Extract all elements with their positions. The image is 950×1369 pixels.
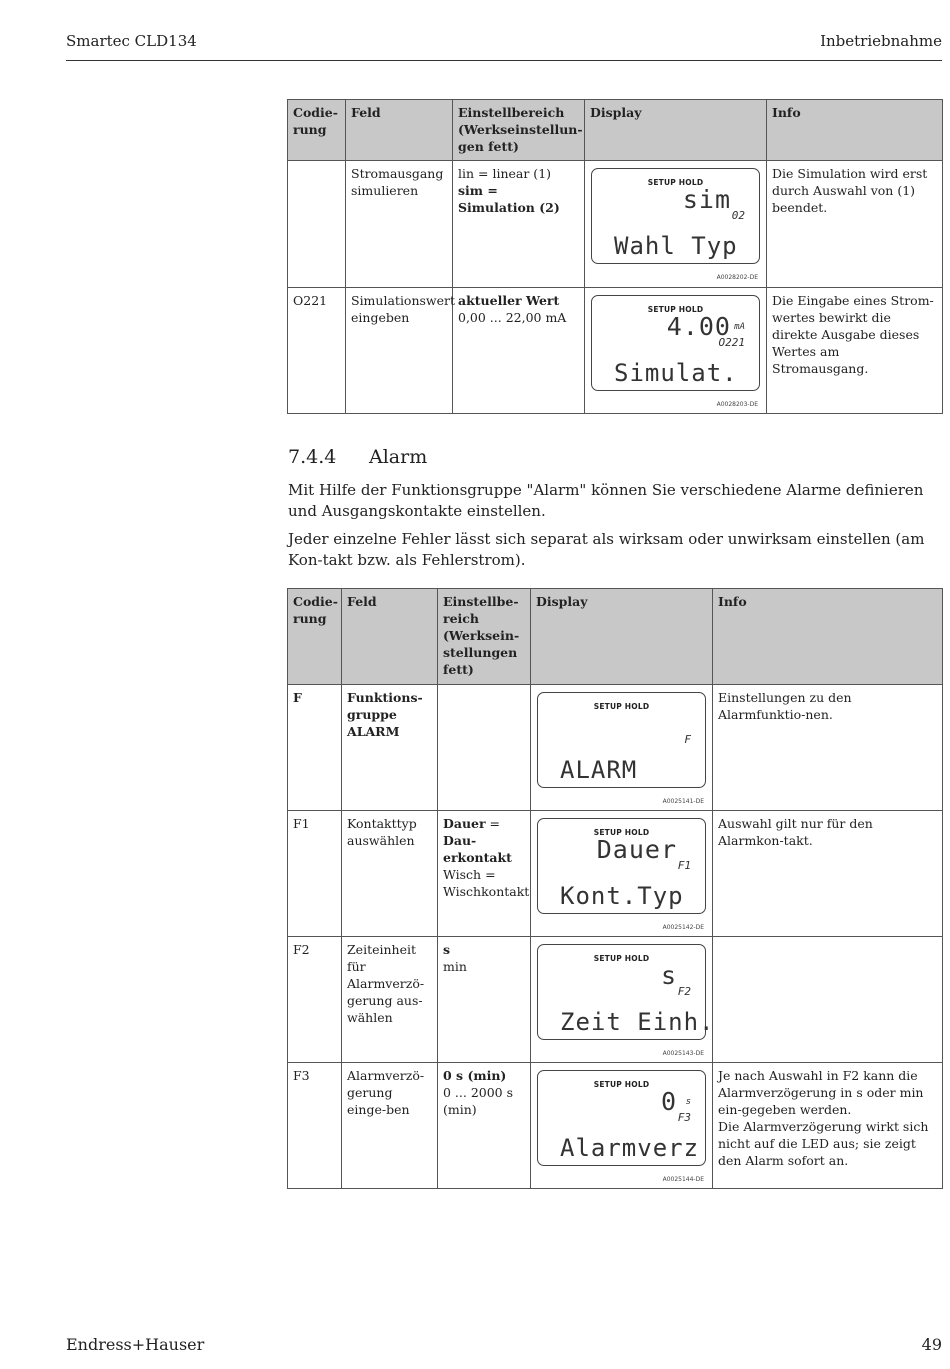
lcd-label: Alarmverz (560, 1134, 700, 1162)
cell-info: Je nach Auswahl in F2 kann die Alarmverzögerung in s oder min ein-gegeben werden. Die Alarmverzögerung wirkt sich nicht auf die LED aus; sie zeigt den Alarm sofort an. (713, 1063, 943, 1189)
table-header-row (288, 589, 943, 685)
figure-id: A0025143-DE (662, 1050, 704, 1057)
lcd-code: F2 (677, 985, 691, 998)
table-row (288, 1063, 943, 1189)
lcd-setup-hold: SETUP HOLD (593, 1080, 650, 1089)
lcd-label: ALARM (560, 756, 638, 784)
cell-range: lin = linear (1) sim = Simulation (2) (453, 161, 585, 288)
lcd-setup-hold: SETUP HOLD (593, 828, 650, 837)
lcd-display (591, 295, 760, 391)
lcd-code: O221 (718, 336, 745, 349)
lcd-display (591, 168, 760, 264)
cell-field: Zeiteinheit für Alarmverzö-gerung aus-wählen (342, 937, 438, 1063)
lcd-label: Zeit Einh. (560, 1008, 715, 1036)
table-header-row (288, 100, 943, 161)
col-header-range: Einstellbereich (Werkseinstellun-gen fett) (453, 100, 585, 161)
paragraph-intro: Mit Hilfe der Funktionsgruppe "Alarm" können Sie verschiedene Alarme definieren und Ausgangskontakte einstellen. (288, 481, 924, 520)
figure-id: A0028202-DE (716, 274, 758, 281)
section-heading (288, 446, 427, 468)
header-product: Smartec CLD134 (66, 32, 197, 50)
cell-info (713, 937, 943, 1063)
page-header (66, 32, 942, 61)
lcd-display (537, 1070, 706, 1166)
lcd-code: F (684, 733, 691, 746)
figure-id: A0025142-DE (662, 924, 704, 931)
cell-display (585, 161, 767, 288)
section-number: 7.4.4 (288, 446, 337, 468)
figure-id: A0028203-DE (716, 401, 758, 408)
lcd-label: Wahl Typ (614, 232, 738, 260)
header-chapter: Inbetriebnahme (820, 32, 942, 50)
lcd-code: 02 (731, 209, 745, 222)
cell-code (288, 161, 346, 288)
cell-field: Funktions-gruppe ALARM (342, 685, 438, 811)
cell-range: aktueller Wert 0,00 ... 22,00 mA (453, 288, 585, 414)
table-row (288, 288, 943, 414)
col-header-info: Info (713, 589, 943, 685)
lcd-value: sim (682, 185, 731, 214)
lcd-value: s (660, 961, 677, 990)
lcd-setup-hold: SETUP HOLD (593, 702, 650, 711)
table-row (288, 685, 943, 811)
cell-field: Stromausgang simulieren (346, 161, 453, 288)
section-title: Alarm (369, 446, 428, 468)
cell-display (585, 288, 767, 414)
cell-code: F2 (288, 937, 342, 1063)
lcd-code: F1 (677, 859, 691, 872)
lcd-display (537, 818, 706, 914)
cell-field: Alarmverzö-gerung einge-ben (342, 1063, 438, 1189)
lcd-value: 4.00 (666, 312, 731, 341)
lcd-setup-hold: SETUP HOLD (647, 178, 704, 187)
cell-info: Auswahl gilt nur für den Alarmkon-takt. (713, 811, 943, 937)
lcd-label: Kont.Typ (560, 882, 684, 910)
col-header-display: Display (531, 589, 713, 685)
footer-brand: Endress+Hauser (66, 1335, 205, 1354)
col-header-range: Einstellbe-reich (Werksein-stellungen fett) (438, 589, 531, 685)
alarm-table (287, 588, 943, 1189)
cell-code: F1 (288, 811, 342, 937)
lcd-value: 0 (660, 1087, 677, 1116)
cell-code: F3 (288, 1063, 342, 1189)
cell-info: Die Eingabe eines Strom-wertes bewirkt die direkte Ausgabe dieses Wertes am Stromausgang. (767, 288, 943, 414)
cell-info: Die Simulation wird erst durch Auswahl von (1) beendet. (767, 161, 943, 288)
cell-info: Einstellungen zu den Alarmfunktio-nen. (713, 685, 943, 811)
lcd-label: Simulat. (614, 359, 738, 387)
paragraph-errors: Jeder einzelne Fehler lässt sich separat als wirksam oder unwirksam einstellen (am Kon-takt bzw. als Fehlerstrom). (288, 530, 925, 569)
cell-display (531, 937, 713, 1063)
cell-code: F (288, 685, 342, 811)
col-header-code: Codie-rung (288, 589, 342, 685)
cell-range: 0 s (min) 0 ... 2000 s (min) (438, 1063, 531, 1189)
table-row (288, 811, 943, 937)
simulation-table (287, 99, 943, 414)
col-header-info: Info (767, 100, 943, 161)
cell-display (531, 811, 713, 937)
col-header-display: Display (585, 100, 767, 161)
lcd-unit: mA (734, 322, 745, 332)
cell-range (438, 685, 531, 811)
figure-id: A0025141-DE (662, 798, 704, 805)
table-row (288, 161, 943, 288)
figure-id: A0025144-DE (662, 1176, 704, 1183)
page-number: 49 (921, 1335, 942, 1354)
lcd-value: Dauer (596, 835, 677, 864)
col-header-code: Codie-rung (288, 100, 346, 161)
cell-range: s min (438, 937, 531, 1063)
cell-display (531, 1063, 713, 1189)
lcd-display (537, 692, 706, 788)
col-header-field: Feld (342, 589, 438, 685)
lcd-unit: s (685, 1097, 691, 1107)
cell-field: Simulationswert eingeben (346, 288, 453, 414)
cell-display (531, 685, 713, 811)
lcd-setup-hold: SETUP HOLD (647, 305, 704, 314)
cell-field: Kontakttyp auswählen (342, 811, 438, 937)
table-row (288, 937, 943, 1063)
lcd-display (537, 944, 715, 1040)
cell-code: O221 (288, 288, 346, 414)
lcd-setup-hold: SETUP HOLD (593, 954, 650, 963)
col-header-field: Feld (346, 100, 453, 161)
lcd-code: F3 (677, 1111, 691, 1124)
cell-range: Dauer = Dau-erkontakt Wisch = Wischkontakt (438, 811, 531, 937)
